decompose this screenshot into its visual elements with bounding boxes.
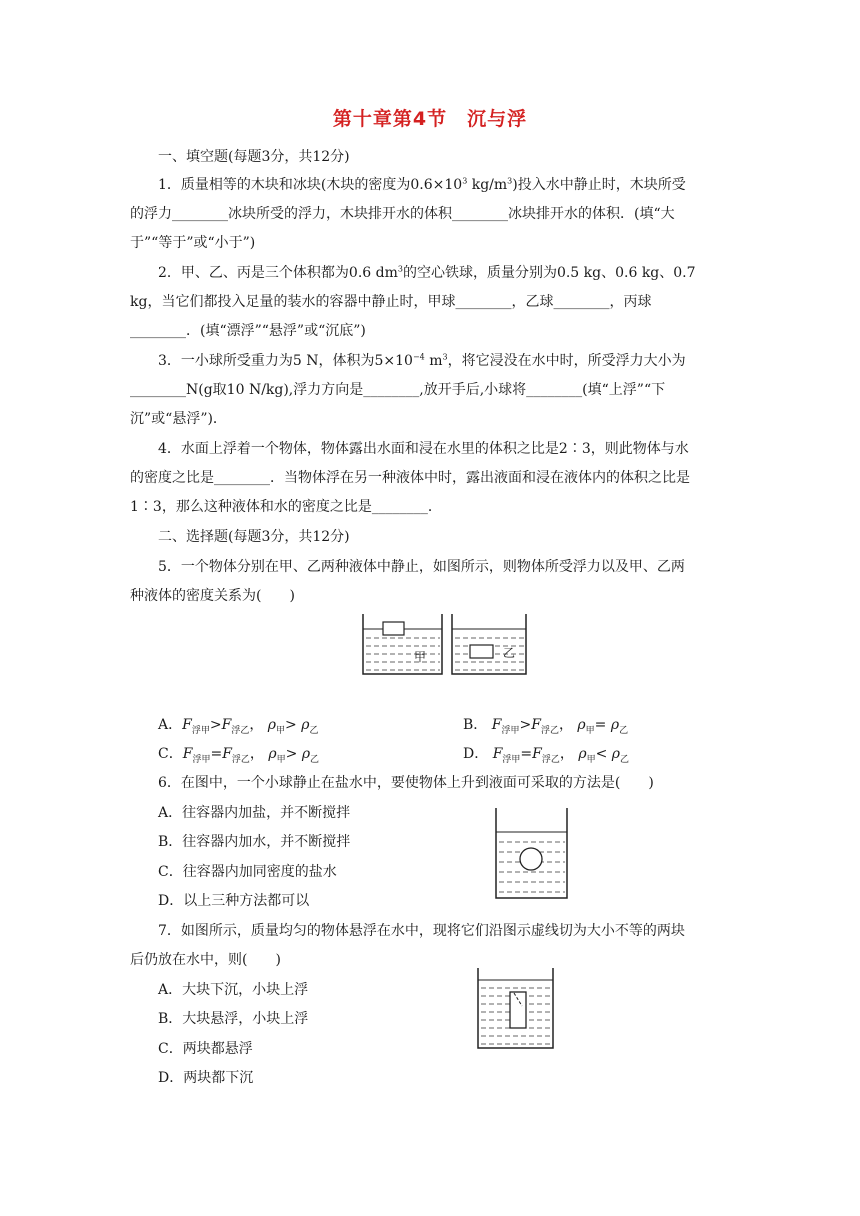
q3-line-1: 3．一小球所受重力为5 N，体积为$5\times 10^{-4}$ $m^3$，将它浸没在水中时，所受浮力大小为 [158,352,686,369]
q5-option-b[interactable]: B． $F_{浮甲}>F_{浮乙}$， $\rho_甲= \rho_乙$ [463,717,629,736]
q7-figure [476,966,556,1052]
q5-option-c[interactable]: C．$F_{浮甲}=F_{浮乙}$， $\rho_甲> \rho_乙$ [158,746,320,765]
q6-option-c[interactable]: C．往容器内加同密度的盐水 [158,864,337,880]
q6-option-a[interactable]: A．往容器内加盐，并不断搅拌 [158,805,351,821]
q5-option-d[interactable]: D． $F_{浮甲}=F_{浮乙}$， $\rho_甲< \rho_乙$ [463,746,630,765]
label-yi: 乙 [503,646,516,660]
q7-option-b[interactable]: B．大块悬浮，小块上浮 [158,1011,309,1027]
q4-line-1: 4．水面上浮着一个物体，物体露出水面和浸在水里的体积之比是2∶3，则此物体与水 [158,441,689,457]
q1-line-2: 的浮力________冰块所受的浮力，木块排开水的体积________冰块排开水的体积．(填“大 [130,206,675,222]
q6-option-b[interactable]: B．往容器内加水，并不断搅拌 [158,834,351,850]
label-jia: 甲 [414,650,427,664]
q6-line-1: 6．在图中，一个小球静止在盐水中，要使物体上升到液面可采取的方法是( ) [158,775,654,791]
ball [520,848,542,870]
floating-block [383,622,404,635]
q7-option-a[interactable]: A．大块下沉，小块上浮 [158,982,309,998]
suspended-block [470,645,493,658]
q5-option-a[interactable]: A．$F_{浮甲}>F_{浮乙}$， $\rho_甲> \rho_乙$ [158,717,319,736]
q7-line-2: 后仍放在水中，则( ) [130,952,281,968]
q5-figure [360,612,530,680]
q1-line-1: 1．质量相等的木块和冰块(木块的密度为$0.6\times 10^3$ $kg/m^3$)投入水中静止时，木块所受 [158,176,686,193]
q5-line-1: 5．一个物体分别在甲、乙两种液体中静止，如图所示，则物体所受浮力以及甲、乙两 [158,559,685,575]
q2-line-1: 2．甲、乙、丙是三个体积都为0.6 $dm^3$的空心铁球，质量分别为0.5 kg、0.6 kg、0.7 [158,264,696,281]
container-yi [452,614,526,674]
q3-line-3: 沉”或“悬浮”)． [130,411,227,427]
q4-line-3: 1∶3，那么这种液体和水的密度之比是________． [130,499,442,515]
q7-option-c[interactable]: C．两块都悬浮 [158,1041,253,1057]
q6-figure [494,806,570,902]
container-jia [363,614,442,674]
q1-line-3: 于”“等于”或“小于”) [130,235,256,251]
q7-option-d[interactable]: D．两块都下沉 [158,1070,254,1086]
q2-line-2: kg，当它们都投入足量的装水的容器中静止时，甲球________，乙球________，丙球 [130,294,652,310]
q5-line-2: 种液体的密度关系为( ) [130,588,295,604]
q7-line-1: 7．如图所示，质量均匀的物体悬浮在水中，现将它们沿图示虚线切为大小不等的两块 [158,923,685,939]
q3-line-2: ________N(g取10 N/kg),浮力方向是________,放开手后,小球将________(填“上浮”“下 [130,382,666,398]
section-choice-heading: 二、选择题(每题3分，共12分) [158,529,350,545]
suspended-object [510,992,526,1028]
q6-option-d[interactable]: D．以上三种方法都可以 [158,893,310,909]
q2-line-3: ________．(填“漂浮”“悬浮”或“沉底”) [130,323,366,339]
q4-line-2: 的密度之比是________．当物体浮在另一种液体中时，露出液面和浸在液体内的体积之比是 [130,470,690,486]
page-title: 第十章第4节 沉与浮 [332,108,528,130]
section-fill-blank-heading: 一、填空题(每题3分，共12分) [158,149,350,165]
